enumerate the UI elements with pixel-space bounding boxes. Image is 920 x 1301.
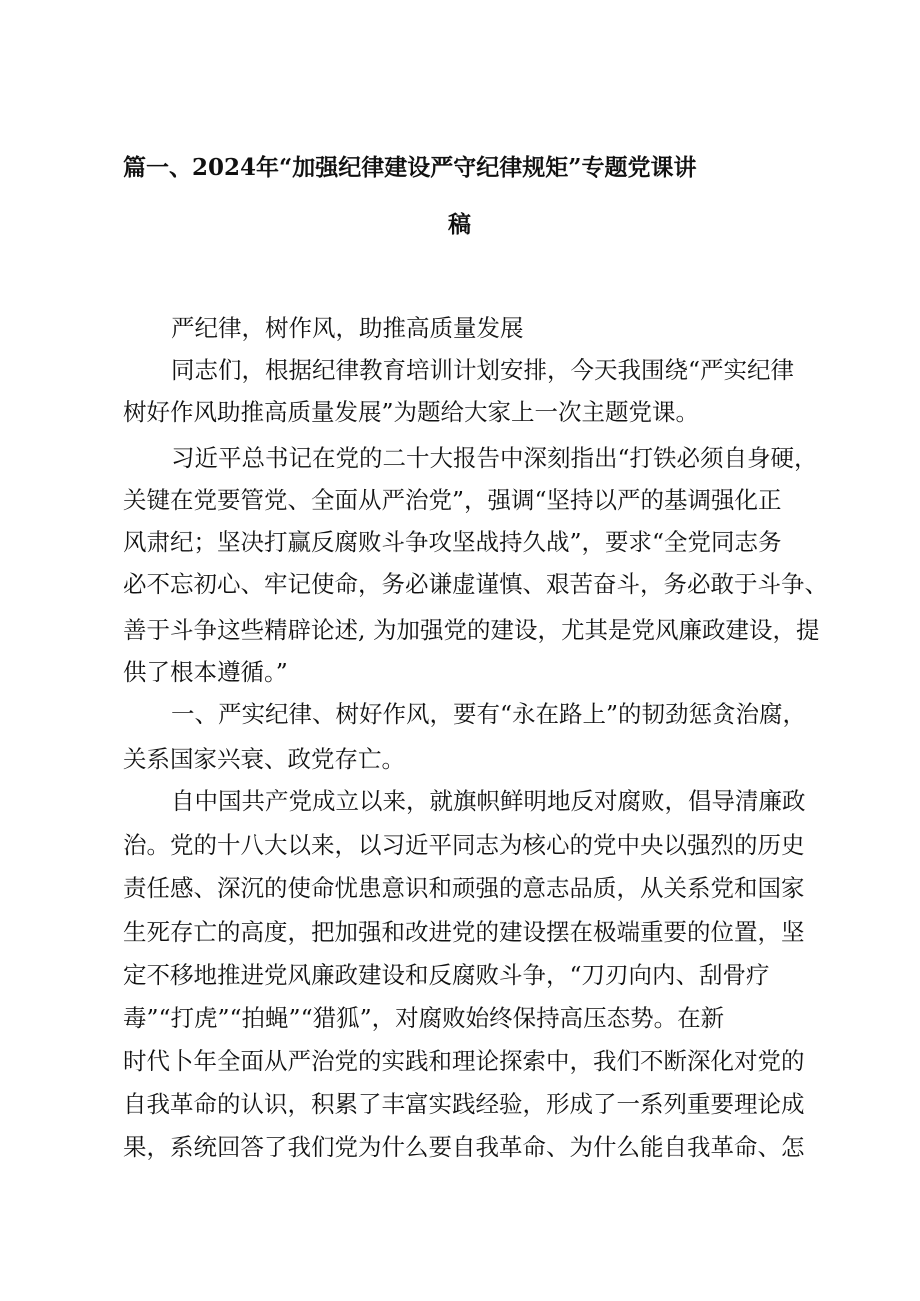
paragraph-line: 自中国共产党成立以来，就旗帜鲜明地反对腐败，倡导清廉政 <box>171 787 806 815</box>
paragraph-line: 生死存亡的高度，把加强和改进党的建设摆在极端重要的位置，坚 <box>123 918 805 946</box>
paragraph-line: 同志们，根据纪律教育培训计划安排，今天我围绕“严实纪律 <box>171 356 795 384</box>
paragraph-line: 关键在党要管党、全面从严治党”，强调“坚持以严的基调强化正 <box>123 486 782 514</box>
paragraph-line: 风肃纪；坚决打赢反腐败斗争攻坚战持久战”，要求“全党同志务 <box>123 528 782 556</box>
section-heading-line: 关系国家兴衰、政党存亡。 <box>123 745 405 773</box>
document-title-continued: 稿 <box>448 211 471 238</box>
document-title: 篇一、2024年“加强纪律建设严守纪律规矩”专题党课讲 <box>123 154 697 181</box>
paragraph-line: 时代卜年全面从严治党的实践和理论探索中，我们不断深化对党的 <box>123 1047 805 1075</box>
paragraph-line: 自我革命的认识，积累了丰富实践经验，形成了一系列重要理论成 <box>123 1090 805 1118</box>
paragraph-line: 毒”“打虎”“拍蝇”“猎狐”，对腐败始终保持高压态势。在新 <box>123 1004 725 1032</box>
paragraph-line: 供了根本遵循。” <box>123 658 288 686</box>
paragraph-line: 习近平总书记在党的二十大报告中深刻指出“打铁必须自身硬， <box>171 444 818 472</box>
paragraph-line: 治。党的十八大以来，以习近平同志为核心的党中央以强烈的历史 <box>123 831 805 859</box>
section-heading-line: 一、严实纪律、树好作风，要有“永在路上”的韧劲惩贪治腐， <box>171 700 807 728</box>
paragraph-line: 责任感、深沉的使命忧患意识和顽强的意志品质，从关系党和国家 <box>123 874 805 902</box>
paragraph-line: 果，系统回答了我们党为什么要自我革命、为什么能自我革命、怎 <box>123 1133 805 1161</box>
paragraph-line: 善于斗争这些精辟论述, 为加强党的建设，尤其是党风廉政建设，提 <box>123 616 820 644</box>
subtitle-line: 严纪律，树作风，助推高质量发展 <box>171 314 524 342</box>
paragraph-line: 必不忘初心、牢记使命，务必谦虚谨慎、艰苦奋斗，务必敢于斗争、 <box>123 570 828 598</box>
paragraph-line: 定不移地推进党风廉政建设和反腐败斗争，“刀刃向内、刮骨疗 <box>123 961 770 989</box>
paragraph-line: 树好作风助推高质量发展”为题给大家上一次主题党课。 <box>123 398 700 426</box>
